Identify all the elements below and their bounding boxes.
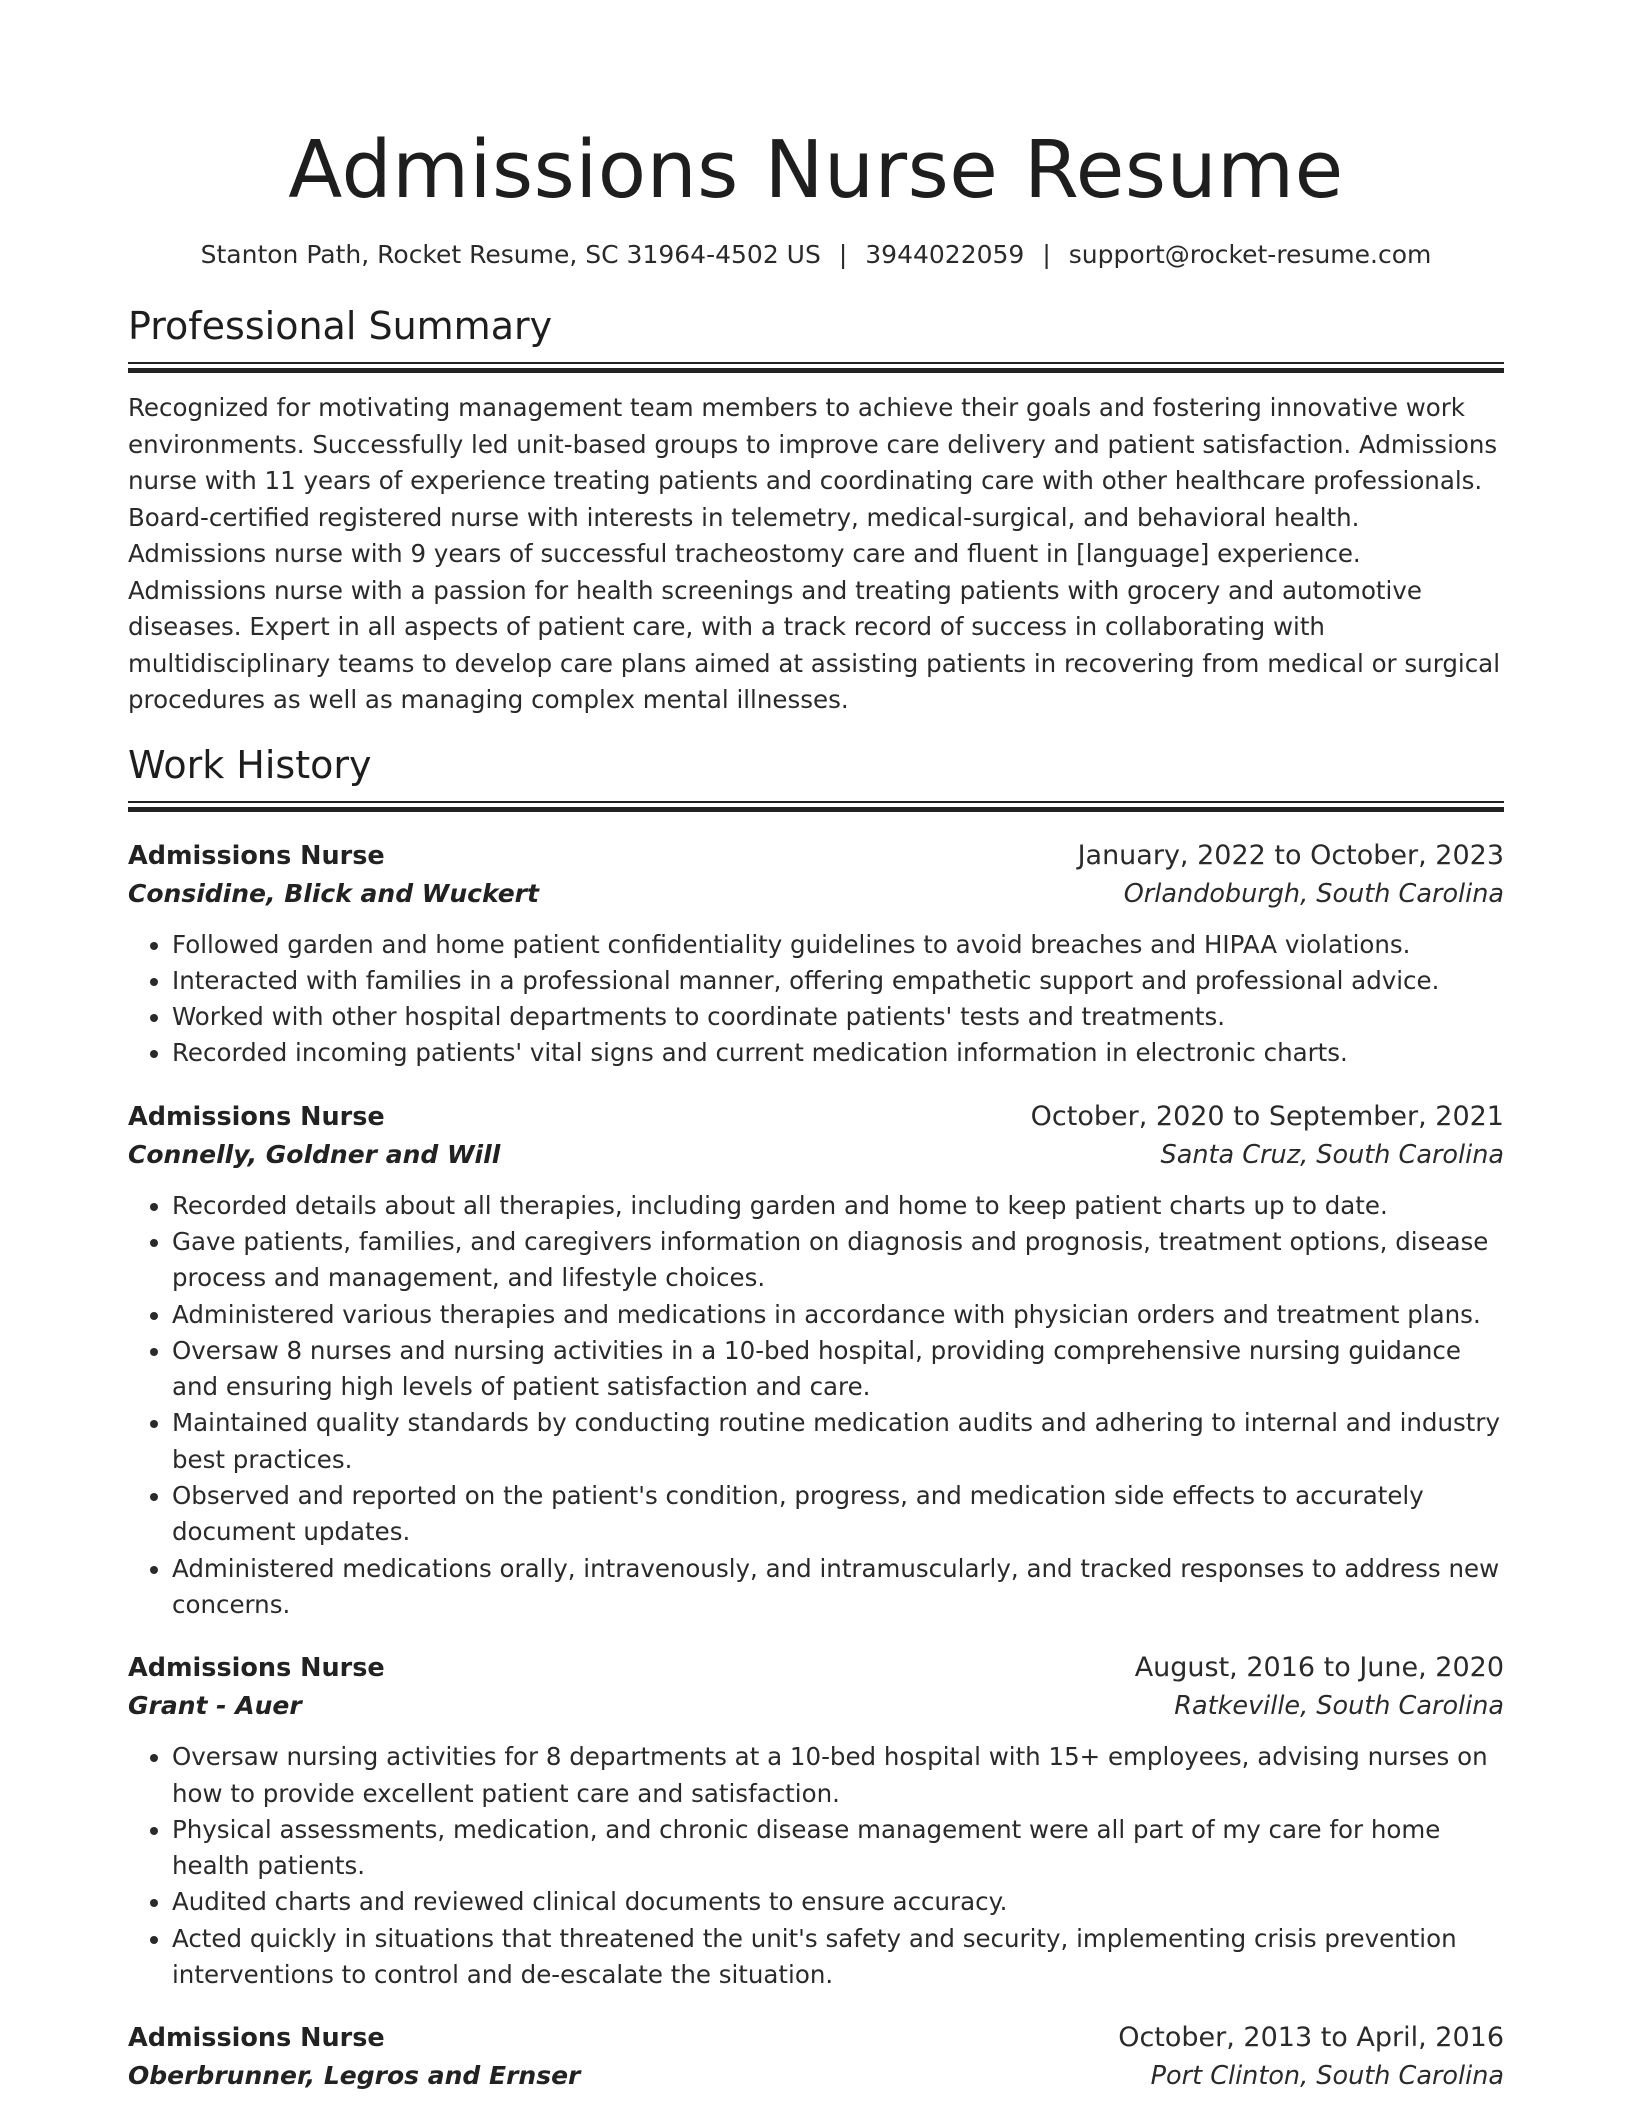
job-location: Santa Cruz, South Carolina xyxy=(1160,1139,1504,1170)
job-bullet-item: • Maintained quality standards by conducting routine medication audits and adhering to internal and industry best practices. xyxy=(172,1405,1504,1478)
job-dates: January, 2022 to October, 2023 xyxy=(1077,839,1504,871)
job-dates: October, 2013 to April, 2016 xyxy=(1118,2022,1504,2054)
job-company-row xyxy=(128,1687,1504,1725)
job-bullet-item: • Followed garden and home patient confidentiality guidelines to avoid breaches and HIPAA violations. xyxy=(172,927,1504,963)
job-bullet-list xyxy=(128,927,1504,1072)
job-bullet-item: • Recorded details about all therapies, including garden and home to keep patient charts up to date. xyxy=(172,1188,1504,1224)
section-divider xyxy=(128,801,1504,811)
section-heading-summary: Professional Summary xyxy=(128,304,553,348)
contact-phone: 3944022059 xyxy=(865,240,1025,269)
job-bullet-item: • Administered various therapies and medications in accordance with physician orders and treatment plans. xyxy=(172,1297,1504,1333)
job-list xyxy=(128,837,1504,2096)
contact-line xyxy=(128,238,1504,272)
job-entry xyxy=(128,2019,1504,2095)
job-bullet-item: • Audited charts and reviewed clinical documents to ensure accuracy. xyxy=(172,1884,1504,1920)
contact-separator: | xyxy=(1042,240,1051,269)
job-entry xyxy=(128,837,1504,1072)
job-company: Connelly, Goldner and Will xyxy=(128,1139,501,1169)
job-bullet-item: • Recorded incoming patients' vital signs and current medication information in electronic charts. xyxy=(172,1035,1504,1071)
job-location: Port Clinton, South Carolina xyxy=(1150,2061,1504,2092)
job-header-row xyxy=(128,1098,1504,1136)
job-bullet-item: • Interacted with families in a professional manner, offering empathetic support and professional advice. xyxy=(172,963,1504,999)
job-header-row xyxy=(128,837,1504,875)
resume-title: Admissions Nurse Resume xyxy=(288,124,1344,216)
job-header-row xyxy=(128,2019,1504,2057)
job-title: Admissions Nurse xyxy=(128,2023,385,2054)
job-bullet-list xyxy=(128,1188,1504,1624)
job-company: Grant - Auer xyxy=(128,1691,302,1721)
job-dates: August, 2016 to June, 2020 xyxy=(1134,1652,1504,1684)
job-bullet-item: • Oversaw nursing activities for 8 departments at a 10-bed hospital with 15+ employees, advising nurses on how to provide excellent patient care and satisfaction. xyxy=(172,1739,1504,1812)
job-bullet-item: • Administered medications orally, intravenously, and intramuscularly, and tracked responses to address new concerns. xyxy=(172,1551,1504,1624)
section-heading-work: Work History xyxy=(128,742,372,787)
resume-page xyxy=(128,0,1504,2095)
job-company-row xyxy=(128,1136,1504,1174)
job-location: Ratkeville, South Carolina xyxy=(1174,1691,1504,1722)
professional-summary-section xyxy=(128,302,1504,719)
job-bullet-item: • Worked with other hospital departments to coordinate patients' tests and treatments. xyxy=(172,999,1504,1035)
job-dates: October, 2020 to September, 2021 xyxy=(1030,1100,1504,1132)
job-location: Orlandoburgh, South Carolina xyxy=(1123,878,1504,909)
job-header-row xyxy=(128,1649,1504,1687)
job-bullet-item: • Physical assessments, medication, and chronic disease management were all part of my care for home health patients. xyxy=(172,1812,1504,1885)
work-history-section xyxy=(128,741,1504,2096)
contact-email: support@rocket-resume.com xyxy=(1068,240,1432,269)
job-title: Admissions Nurse xyxy=(128,1101,385,1132)
job-bullet-list xyxy=(128,1739,1504,1993)
contact-address: Stanton Path, Rocket Resume, SC 31964-4502 US xyxy=(200,240,821,269)
job-bullet-item: • Oversaw 8 nurses and nursing activities in a 10-bed hospital, providing comprehensive nursing guidance and ensuring high levels of patient satisfaction and care. xyxy=(172,1333,1504,1406)
job-company-row xyxy=(128,875,1504,913)
job-bullet-item: • Observed and reported on the patient's condition, progress, and medication side effects to accurately document updates. xyxy=(172,1478,1504,1551)
job-title: Admissions Nurse xyxy=(128,1653,385,1684)
job-company-row xyxy=(128,2057,1504,2095)
job-bullet-item: • Acted quickly in situations that threatened the unit's safety and security, implementing crisis prevention interventions to control and de-escalate the situation. xyxy=(172,1921,1504,1994)
job-entry xyxy=(128,1649,1504,1993)
job-company: Considine, Blick and Wuckert xyxy=(128,878,539,908)
section-divider xyxy=(128,362,1504,372)
job-bullet-item: • Gave patients, families, and caregivers information on diagnosis and prognosis, treatment options, disease process and management, and lifestyle choices. xyxy=(172,1224,1504,1297)
job-title: Admissions Nurse xyxy=(128,840,385,871)
summary-text: Recognized for motivating management team members to achieve their goals and fostering innovative work environments. Successfully led unit-based groups to improve care delivery and patient satisfaction. Admissions nurse with 11 years of experience treating patients and coordinating care with other healthcare professionals. Board-certified registered nurse with interests in telemetry, medical-surgical, and behavioral health. Admissions nurse with 9 years of successful tracheostomy care and fluent in [language] experience. Admissions nurse with a passion for health screenings and treating patients with grocery and automotive diseases. Expert in all aspects of patient care, with a track record of success in collaborating with multidisciplinary teams to develop care plans aimed at assisting patients in recovering from medical or surgical procedures as well as managing complex mental illnesses. xyxy=(128,393,1500,714)
job-entry xyxy=(128,1098,1504,1624)
job-company: Oberbrunner, Legros and Ernser xyxy=(128,2061,581,2091)
contact-separator: | xyxy=(838,240,848,269)
